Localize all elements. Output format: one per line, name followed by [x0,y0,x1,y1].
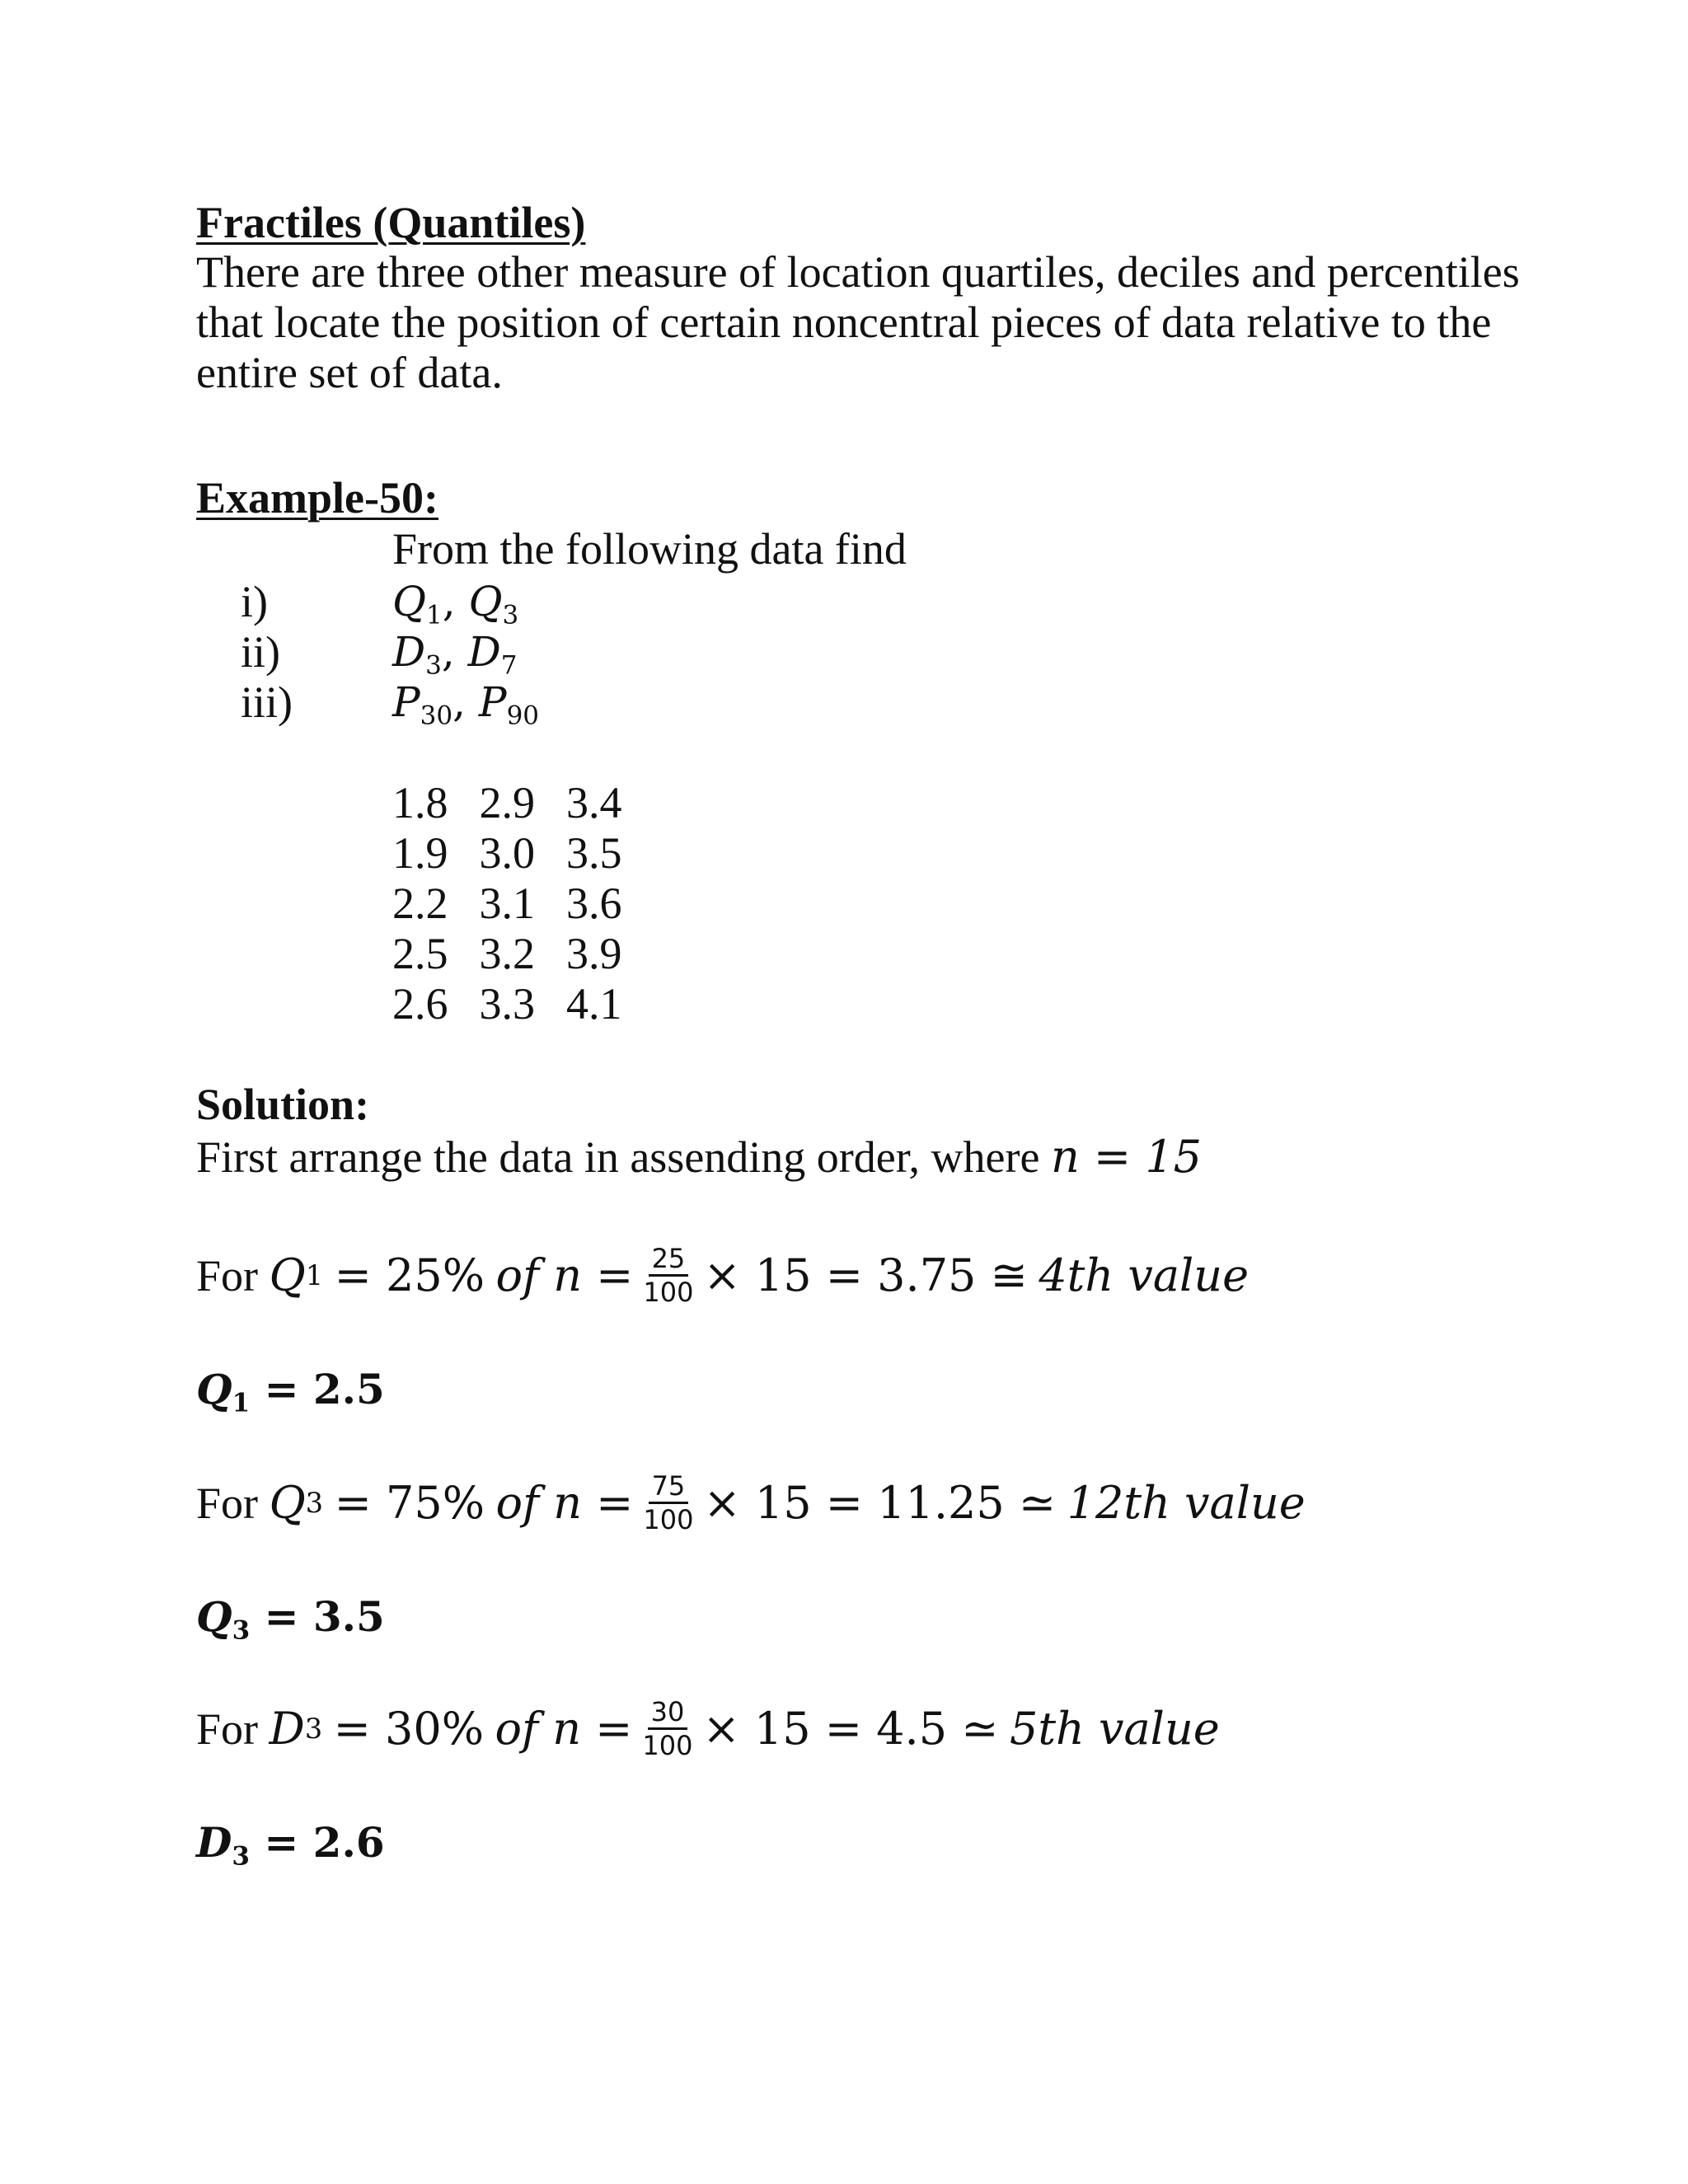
task-list [241,577,540,731]
task-number: ii) [241,627,280,677]
fraction: $\frac{25}{100}$ [643,1243,694,1308]
table-cell: 3.4 [566,778,622,827]
task-number: iii) [241,677,293,727]
table-cell: 1.8 [392,778,448,827]
solution-text: First arrange the data in assending order, where n = 15 [196,1131,1203,1183]
table-cell: 3.3 [479,979,535,1029]
table-cell: 1.9 [392,828,448,878]
table-cell: 3.2 [479,929,535,978]
table-row [392,879,654,929]
table-cell: 2.6 [392,979,448,1029]
task-item [241,627,539,681]
table-cell: 3.5 [566,828,622,878]
table-row [392,979,654,1029]
table-row [392,828,654,879]
task-expression: $D_3$, $D_7$ [392,628,518,681]
solution-title: Solution: [196,1080,370,1129]
task-expression: $Q_1$, $Q_3$ [392,578,519,630]
result-line: $Q_3 = 3.5$ [196,1592,385,1646]
result-line: $Q_1 = 2.5$ [196,1365,385,1418]
data-table [392,778,654,1029]
table-cell: 2.9 [479,778,535,827]
task-expression: $P_{30}$, $P_{90}$ [392,678,540,731]
table-cell: 2.2 [392,879,448,928]
table-cell: 3.6 [566,879,622,928]
example-title: Example-50: [196,473,438,523]
table-row [392,929,654,979]
table-cell: 3.1 [479,879,535,928]
table-cell: 2.5 [392,929,448,978]
n-expression: n = 15 [1050,1131,1203,1183]
result-line: $D_3 = 2.6$ [196,1818,385,1872]
example-prompt: From the following data find [392,524,907,574]
equation-line: For Q 1 = 25% of n = $\frac{25}{100}$ × 15 = 3.75 ≅ 4th value [196,1243,1250,1308]
task-number: i) [241,577,268,626]
fraction: $\frac{75}{100}$ [643,1470,694,1535]
task-item [241,577,539,630]
section-heading: Fractiles (Quantiles) [196,198,586,247]
table-cell: 3.9 [566,929,622,978]
task-item [241,677,540,731]
table-row [392,778,654,828]
intro-paragraph: There are three other measure of location quartiles, deciles and percentiles that locate the position of certain noncentral pieces of data relative to the entire set of data. [196,247,1520,397]
fraction: $\frac{30}{100}$ [642,1696,693,1761]
equation-line: For D 3 = 30% of n = $\frac{30}{100}$ × 15 = 4.5 ≃ 5th value [196,1696,1220,1761]
table-cell: 4.1 [566,979,622,1029]
equation-line: For Q 3 = 75% of n = $\frac{75}{100}$ × 15 = 11.25 ≃ 12th value [196,1470,1306,1535]
table-cell: 3.0 [479,828,535,878]
